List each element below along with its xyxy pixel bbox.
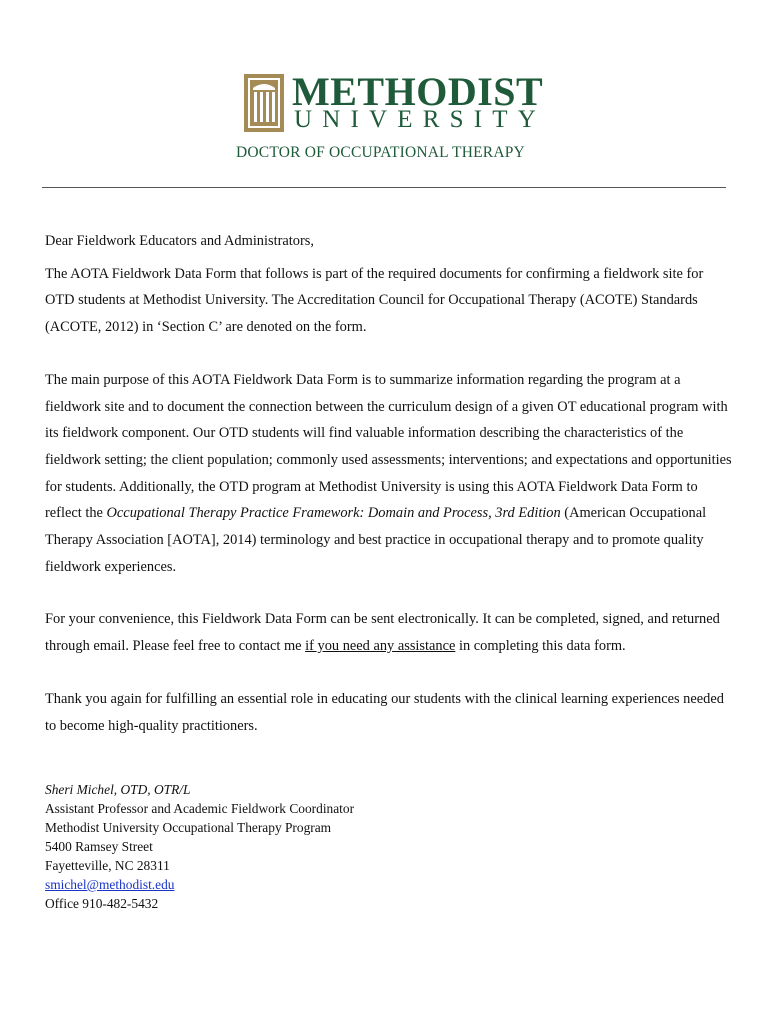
framework-title: Occupational Therapy Practice Framework: Domain and Process, 3rd Edition — [106, 505, 561, 522]
paragraph-3 — [45, 606, 735, 659]
paragraph-4: Thank you again for fulfilling an essential role in educating our students with the clinical learning experiences needed to become high-quality practitioners. — [45, 690, 724, 734]
salutation: Dear Fieldwork Educators and Administrators, — [45, 233, 314, 249]
paragraph-2-text-a: The main purpose of this AOTA Fieldwork Data Form is to summarize information regarding the program at a fieldwork site and to document the connection between the curriculum design of a given OT educational program with its fieldwork component. Our OTD students will find valuable information describing the characteristics of the fieldwork setting; the client population; commonly used assessments; interventions; and expectations and opportunities for students. Additionally, the OTD program at Methodist University is using this AOTA Fieldwork Data Form to reflect the — [45, 371, 732, 522]
paragraph-3-text-a: For your convenience, this Fieldwork Data Form can be sent electronically. It can be completed, signed, and returned through email. Please feel free to contact me — [45, 611, 720, 655]
signer-title: Assistant Professor and Academic Fieldwork Coordinator — [45, 801, 355, 816]
header-divider — [42, 187, 726, 188]
letter-body — [45, 228, 735, 765]
signer-program: Methodist University Occupational Therapy Program — [45, 820, 332, 835]
column-building-icon — [244, 74, 284, 132]
address-city: Fayetteville, NC 28311 — [45, 858, 170, 873]
address-street: 5400 Ramsey Street — [45, 839, 153, 854]
paragraph-1: The AOTA Fieldwork Data Form that follows is part of the required documents for confirming a fieldwork site for OTD students at Methodist University. The Accreditation Council for Occupational Therapy (ACOTE) Standards (ACOTE, 2012) in ‘Section C’ are denoted on the form. — [45, 265, 704, 336]
logo-wordmark-methodist: METHODIST — [292, 69, 544, 114]
paragraph-2 — [45, 367, 735, 581]
paragraph-3-text-b: in completing this data form. — [455, 638, 626, 655]
signature-block — [45, 780, 354, 913]
department-subtitle: DOCTOR OF OCCUPATIONAL THERAPY — [236, 144, 525, 161]
paragraph-2-text-b: (American Occupational Therapy Association [AOTA], 2014) terminology and best practice in occupational therapy and to promote quality fieldwork experiences. — [45, 505, 707, 575]
assistance-phrase: if you need any assistance — [305, 638, 456, 655]
email-link[interactable]: smichel@methodist.edu — [45, 877, 175, 892]
signer-name: Sheri Michel, OTD, OTR/L — [45, 782, 191, 797]
logo-wordmark-university: UNIVERSITY — [294, 106, 546, 133]
office-phone: Office 910-482-5432 — [45, 896, 159, 911]
